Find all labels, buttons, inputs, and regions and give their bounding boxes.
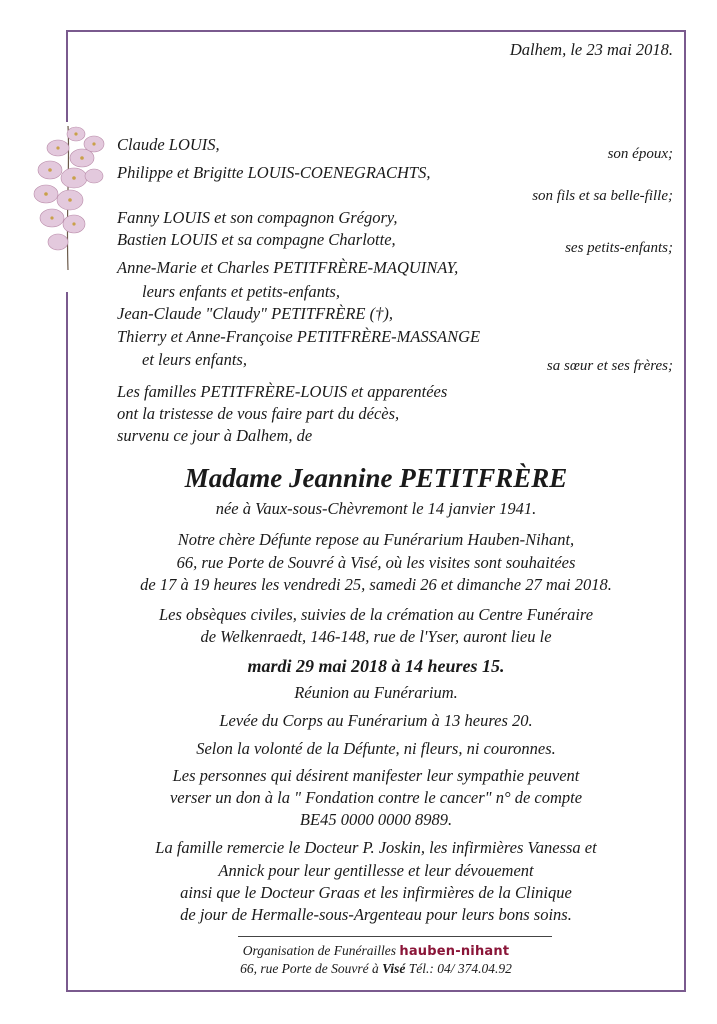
footer-organisation <box>66 942 686 961</box>
orchid-flower-illustration <box>24 120 116 280</box>
meeting-line: Réunion au Funérarium. <box>294 683 458 702</box>
families-line-2: ont la tristesse de vous faire part du décès, <box>117 404 400 423</box>
ceremony-line-2: de Welkenraedt, 146-148, rue de l'Yser, auront lieu le <box>200 627 552 646</box>
donation-line-2: verser un don à la " Fondation contre le cancer" n° de compte <box>169 788 583 807</box>
levee-line: Levée du Corps au Funérarium à 13 heures 20. <box>219 711 533 730</box>
grandchildren-role: ses petits-enfants; <box>565 240 673 256</box>
funeral-home-brand: hauben-nihant <box>399 944 510 959</box>
donation-line-1: Les personnes qui désirent manifester leur sympathie peuvent <box>172 766 580 785</box>
footer-address <box>66 960 686 978</box>
sibling-1b: leurs enfants et petits-enfants, <box>142 282 340 301</box>
families-line-1: Les familles PETITFRÈRE-LOUIS et apparentées <box>117 382 448 401</box>
spouse-role: son époux; <box>607 146 673 162</box>
grandchild-2: Bastien LOUIS et sa compagne Charlotte, <box>117 230 396 249</box>
thanks-line-3: ainsi que le Docteur Graas et les infirmières de la Clinique <box>180 883 572 902</box>
donation-account: BE45 0000 0000 8989. <box>299 810 453 829</box>
wish-line: Selon la volonté de la Défunte, ni fleurs, ni couronnes. <box>196 739 556 758</box>
siblings-role: sa sœur et ses frères; <box>546 358 673 374</box>
ceremony-date: mardi 29 mai 2018 à 14 heures 15. <box>247 656 505 676</box>
spouse-name: Claude LOUIS, <box>117 135 220 154</box>
birth-line: née à Vaux-sous-Chèvremont le 14 janvier 1941. <box>215 499 537 518</box>
ceremony-line-1: Les obsèques civiles, suivies de la crémation au Centre Funéraire <box>158 605 594 624</box>
sibling-1: Anne-Marie et Charles PETITFRÈRE-MAQUINAY, <box>117 258 459 277</box>
rest-line-1: Notre chère Défunte repose au Funérarium Hauben-Nihant, <box>177 530 575 549</box>
son-names: Philippe et Brigitte LOUIS-COENEGRACHTS, <box>117 163 431 182</box>
footer-address-prefix: 66, rue Porte de Souvré à <box>240 961 379 976</box>
families-line-3: survenu ce jour à Dalhem, de <box>117 426 313 445</box>
sibling-3b: et leurs enfants, <box>142 350 247 369</box>
deceased-name: Madame Jeannine PETITFRÈRE <box>184 463 568 493</box>
sibling-2: Jean-Claude "Claudy" PETITFRÈRE (†), <box>117 304 393 323</box>
rest-line-3: de 17 à 19 heures les vendredi 25, samedi 26 et dimanche 27 mai 2018. <box>140 575 612 594</box>
footer-phone: Tél.: 04/ 374.04.92 <box>408 961 512 976</box>
footer-address-city: Visé <box>382 961 406 976</box>
rest-line-2: 66, rue Porte de Souvré à Visé, où les visites sont souhaitées <box>176 553 576 572</box>
date-line: Dalhem, le 23 mai 2018. <box>509 40 673 59</box>
footer-org-prefix: Organisation de Funérailles <box>242 943 396 958</box>
footer-divider <box>238 936 552 937</box>
grandchild-1: Fanny LOUIS et son compagnon Grégory, <box>117 208 398 227</box>
thanks-line-1: La famille remercie le Docteur P. Joskin, les infirmières Vanessa et <box>155 838 597 857</box>
thanks-line-4: de jour de Hermalle-sous-Argenteau pour leurs bons soins. <box>180 905 572 924</box>
thanks-line-2: Annick pour leur gentillesse et leur dévouement <box>218 861 534 880</box>
sibling-3: Thierry et Anne-Françoise PETITFRÈRE-MASSANGE <box>117 327 481 346</box>
son-role: son fils et sa belle-fille; <box>532 188 673 204</box>
